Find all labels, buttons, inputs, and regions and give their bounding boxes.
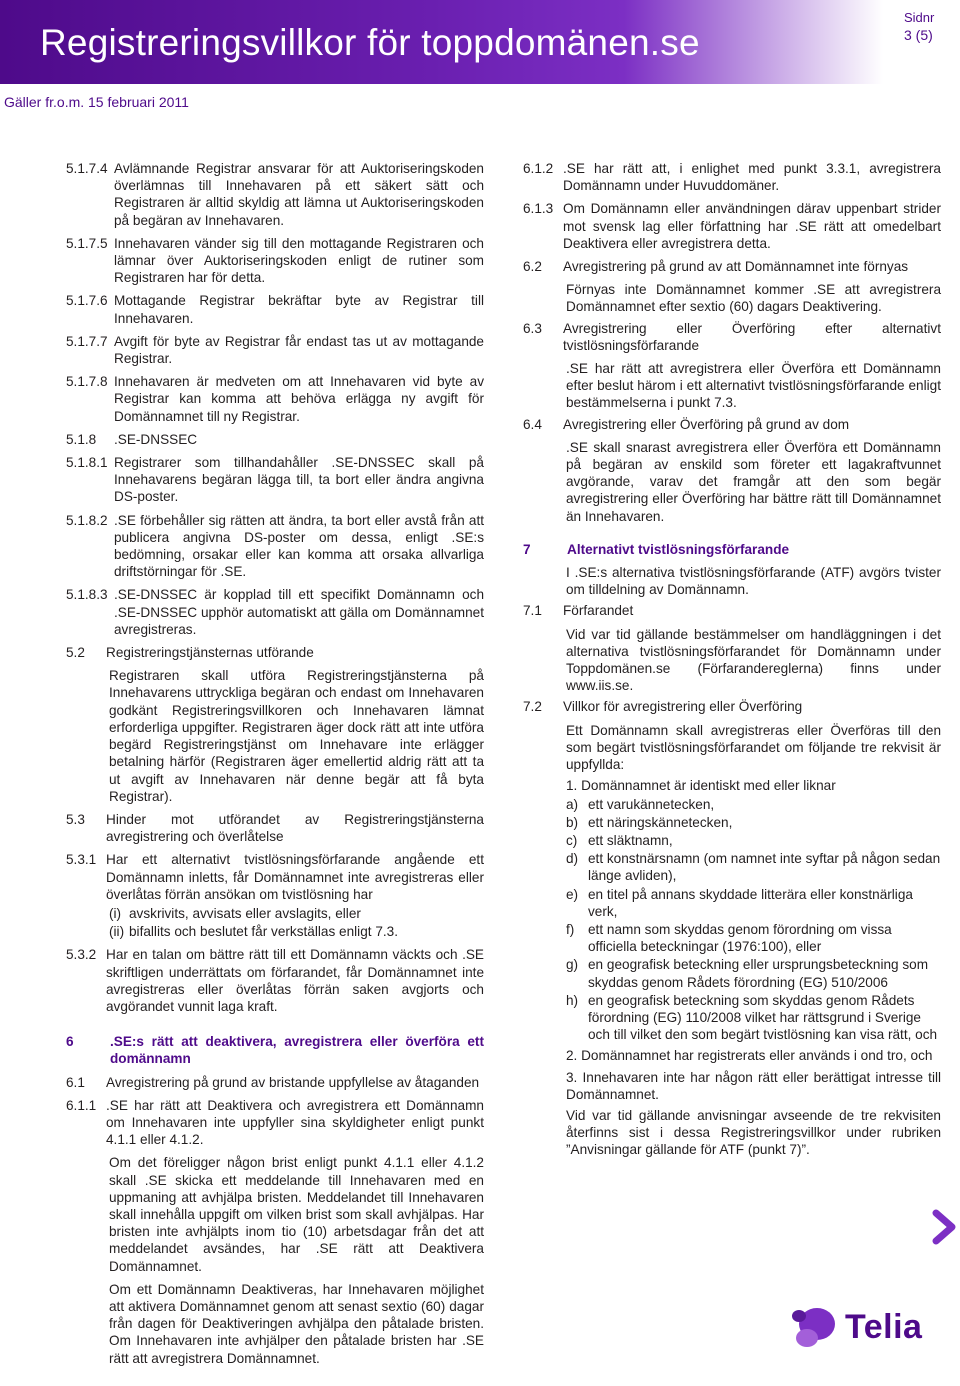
clause-6-3-body: .SE har rätt att avregistrera eller Överföra ett Domännamn efter beslut härom i ett alternativt tvistlösningsförfarande enligt bestämmelserna i punkt 7.3. [566,361,941,411]
clause-5-3-1: 5.3.1 Har ett alternativt tvistlösningsförfarande angående ett Domännamn inletts, får Domännamnet inte avregistreras eller överlåtas förrän ansökan om tvistlösning har [66,852,484,902]
condition-item: d) ett konstnärsnamn (om namnet inte syftar på någon sedan länge avliden), [566,851,941,884]
condition-item: b) ett näringskännetecken, [566,814,733,830]
clause-6-2: 6.2 Avregistrering på grund av att Domännamnet inte förnyas [523,259,909,275]
clause-6-1-3: 6.1.3 Om Domännamn eller användningen därav uppenbart strider mot svensk lag eller författning har .SE rätt att omedelbart Deaktivera eller avregistrera detta. [523,201,941,251]
clause-5-1-7-7: 5.1.7.7 Avgift för byte av Registrar får endast tas ut av mottagande Registrar. [66,333,484,367]
clause-5-3-1-item-i: (i) avskrivits, avvisats eller avslagits, eller [109,905,361,921]
telia-logo [787,1302,937,1352]
header-bar [0,0,960,84]
clause-7-2: 7.2 Villkor för avregistrering eller Överföring [523,699,803,715]
clause-7-1-body: Vid var tid gällande bestämmelser om handläggningen i det alternativa tvistlösningsförfarandet för Domännamn under Toppdomänen.se (Förfarandereglerna) finns under www.iis.se. [566,626,941,694]
right-column [523,160,941,1163]
page-title: Registreringsvillkor för toppdomänen.se [40,22,700,63]
page-number: 3 (5) [904,27,933,43]
condition-item: g) en geografisk beteckning eller ursprungsbeteckning som skyddas genom Rådets förordning (EG) 510/2006 [566,957,929,990]
clause-5-1-8-2: 5.1.8.2 .SE förbehåller sig rätten att ändra, ta bort eller avstå från att publicera angivna DS-poster om dessa, enligt .SE:s bedömning, orsakar eller kan komma att orsaka allvarliga driftstörningar för .SE. [66,512,484,580]
clause-5-1-8-3: 5.1.8.3 .SE-DNSSEC är kopplad till ett specifikt Domännamn och .SE-DNSSEC upphör automatiskt att gälla om Domännamnet avregistreras. [66,587,484,637]
clause-5-2-body: Registraren skall utföra Registreringstjänsterna på Innehavarens uttryckliga begäran och endast om Innehavaren godkänt Registreringsvillkoren och Innehavaren lämnat erforderliga uppgifter. Registraren äger dock rätt att inte utföra begärd Registreringstjänst om Innehavare inte erlägger betalning härför (Registraren äger emellertid aldrig rätt att ta ut avgift av Innehavaren när denne begär att få byta Registrar). [109,668,484,804]
clause-6-1-1: 6.1.1 .SE har rätt att Deaktivera och avregistrera ett Domännamn om Innehavaren inte uppfyller sina skyldigheter enligt punkt 4.1.1 eller 4.1.2. [66,1097,484,1148]
telia-pebble-icon [787,1302,839,1352]
condition-1-list [523,796,941,1044]
clause-6-1: 6.1 Avregistrering på grund av bristande uppfyllelse av åtaganden [66,1074,480,1090]
valid-from-date: Gäller fr.o.m. 15 februari 2011 [4,94,189,110]
clause-5-1-8-1: 5.1.8.1 Registrarer som tillhandahåller .SE-DNSSEC skall på Innehavarens begäran lägga till, ta bort eller ändra angivna DS-poster. [66,455,484,505]
clause-6-1-2: 6.1.2 .SE har rätt att, i enlighet med punkt 3.3.1, avregistrera Domännamn under Huvuddomäner. [523,161,941,194]
clause-5-3-2: 5.3.2 Har en talan om bättre rätt till ett Domännamn väckts och .SE skriftligen underrättats om förfarandet, får Domännamnet inte avregistreras eller överlåtas förrän saken avgjorts och avgörandet vunnit laga kraft. [66,947,484,1014]
clause-7-2-body: Ett Domännamn skall avregistreras eller Överföras till den som begärt tvistlösningsförfarandet om följande tre rekvisit är uppfyllda: [566,722,941,773]
section-7-heading: 7 Alternativt tvistlösningsförfarande [523,541,790,557]
condition-3: 3. Innehavaren inte har någon rätt eller berättigat intresse till Domännamnet. [566,1069,941,1102]
clause-6-1-1-deactivation: Om ett Domännamn Deaktiveras, har Innehavaren möjlighet att aktivera Domännamnet genom att senast sextio (60) dagar från dagen för Deaktiveringen avhjälpa den påtalade bristen. Om Innehavaren inte avhjälper den påtalade bristen har .SE rätt att avregistrera Domännamnet. [109,1281,484,1366]
clause-6-2-body: Förnyas inte Domännamnet kommer .SE att avregistrera Domännamnet efter sextio (60) dagars Deaktivering. [566,282,941,315]
clause-6-4-body: .SE skall snarast avregistrera eller Överföra ett Domännamn på begäran av enskild som företer ett lagakraftvunnet avgörande, varav det framgår att den som begär avregistrering eller Överföring har bättre rätt till Domännamnet än Innehavaren. [566,439,941,524]
condition-item: a) ett varukännetecken, [566,796,715,812]
telia-logo-text: Telia [845,1308,923,1346]
clause-5-1-7-5: 5.1.7.5 Innehavaren vänder sig till den mottagande Registraren och lämnar över Auktoriseringskoden enligt de rutiner som Registraren har för detta. [66,235,484,286]
clause-5-1-8: 5.1.8 .SE-DNSSEC [66,431,198,447]
section-6-heading: 6 .SE:s rätt att deaktivera, avregistrera eller överföra ett domännamn [66,1034,484,1067]
clause-5-1-7-6: 5.1.7.6 Mottagande Registrar bekräftar byte av Registrar till Innehavaren. [66,293,484,326]
chevron-right-icon[interactable] [932,1209,960,1245]
clause-5-2: 5.2 Registreringstjänsternas utförande [66,645,314,661]
page-number-label: Sidnr [904,10,935,25]
clause-5-1-7-8: 5.1.7.8 Innehavaren är medveten om att Innehavaren vid byte av Registrar kan komma att behöva erlägga ny avgift för Domännamnet till ny Registrar. [66,374,484,424]
condition-item: e) en titel på annans skyddade litterära eller konstnärliga verk, [566,886,913,919]
condition-1: 1. Domännamnet är identiskt med eller liknar [566,778,836,794]
clause-6-1-1-notice: Om det föreligger någon brist enligt punkt 4.1.1 eller 4.1.2 skall .SE skicka ett meddelande till Innehavaren med en uppmaning att avhjälpa bristen. Meddelandet till Innehavaren skall innehålla uppgift om vilken brist som skall avhjälpas. Har bristen inte avhjälpts inom tio (10) arbetsdagar från det att meddelandet avsändes, har .SE rätt att Deaktivera Domännamnet. [109,1155,484,1274]
clause-6-4: 6.4 Avregistrering eller Överföring på grund av dom [523,416,850,432]
clause-6-3: 6.3 Avregistrering eller Överföring efter alternativt tvistlösningsförfarande [523,320,941,353]
condition-item: c) ett släktnamn, [566,832,673,848]
condition-item: f) ett namn som skyddas genom förordning om vissa officiella beteckningar (1976:100), eller [566,921,892,955]
clause-7-1: 7.1 Förfarandet [523,603,634,619]
condition-2: 2. Domännamnet har registrerats eller används i ond tro, och [566,1048,933,1064]
left-column [66,160,484,1373]
clause-5-1-7-4: 5.1.7.4 Avlämnande Registrar ansvarar för att Auktoriseringskoden överlämnas till Innehavaren på ett säkert sätt och Registraren är alltid skyldig att lämna ut Auktoriseringskoden på begäran av Innehavaren. [66,161,484,228]
clause-5-3-1-item-ii: (ii) bifallits och beslutet får verkställas enligt 7.3. [109,924,398,940]
clause-7-2-closing: Vid var tid gällande anvisningar avseende de tre rekvisiten återfinns sist i dessa Registreringsvillkor under rubriken ”Anvisningar gällande för ATF (punkt 7)”. [566,1107,941,1158]
section-7-intro: I .SE:s alternativa tvistlösningsförfarande (ATF) avgörs tvister om tilldelning av Domännamn. [566,565,941,598]
clause-5-3: 5.3 Hinder mot utförandet av Registreringstjänsterna avregistrering och överlåtelse [66,811,484,845]
condition-item: h) en geografisk beteckning som skyddas genom Rådets förordning (EG) 110/2008 vilket har rättsgrund i Sverige och till vilket den som begärt tvistlösning kan visa rätt, och [566,992,938,1043]
